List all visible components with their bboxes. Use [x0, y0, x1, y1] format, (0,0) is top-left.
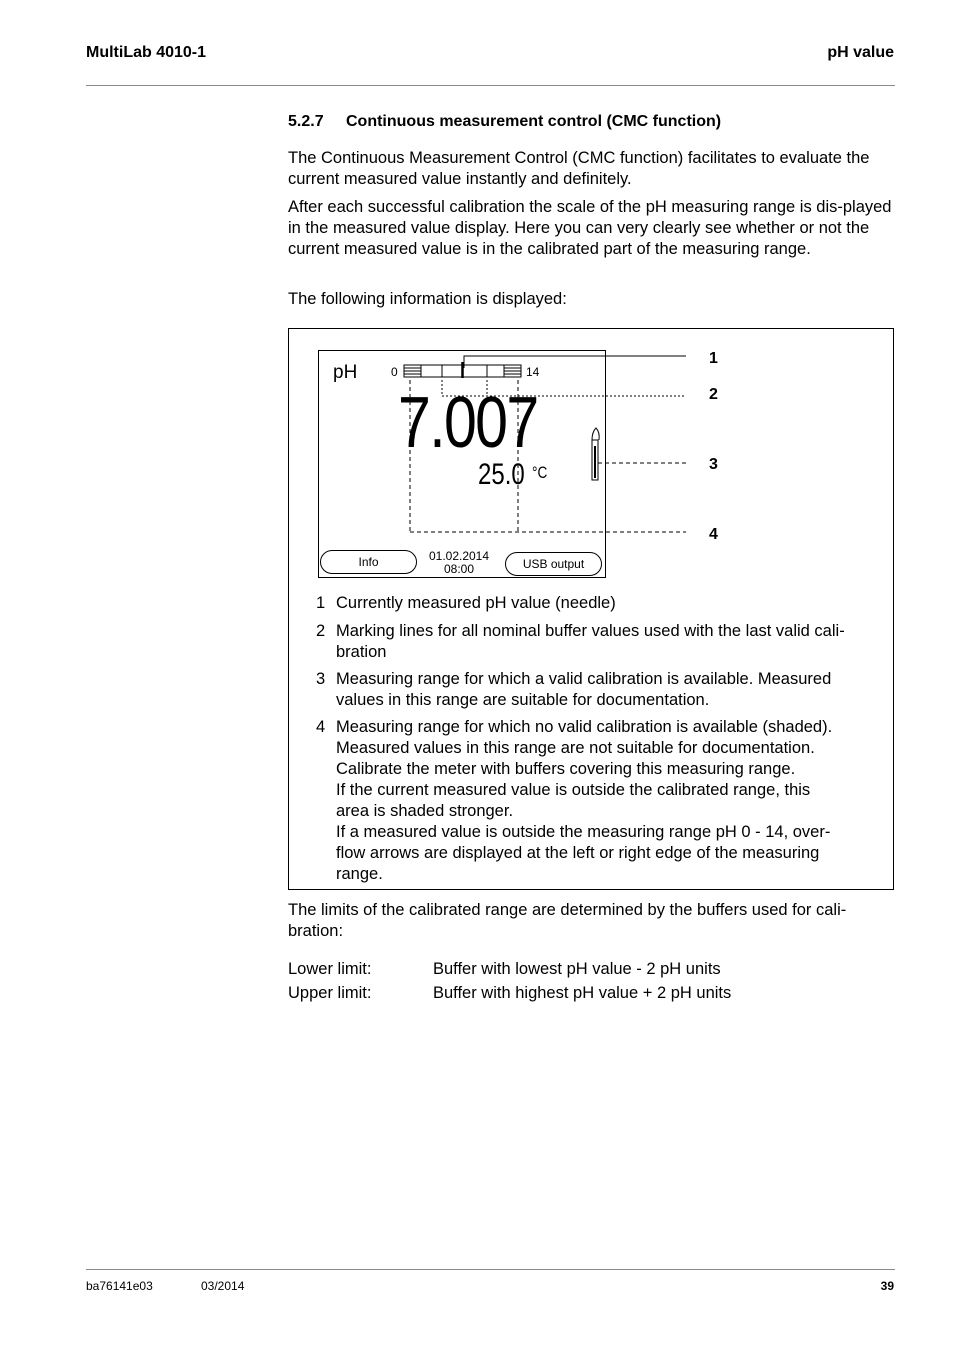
- paragraph-1: The Continuous Measurement Control (CMC function) facilitates to evaluate the current measured value instantly and definitely.: [288, 149, 870, 188]
- paragraph-3: The following information is displayed:: [288, 290, 567, 308]
- header-doc-title: MultiLab 4010-1: [86, 44, 207, 61]
- paragraph-2: After each successful calibration the scale of the pH measuring range is dis-played in the measured value display. Here you can very clearly see whether or not the current measured value is in the calibrated part of the measuring range.: [288, 198, 892, 258]
- buffer-marking-lines: [442, 380, 686, 396]
- footer-rule: [86, 1269, 895, 1270]
- footer-doc-number: ba76141e03: [86, 1279, 153, 1293]
- temperature-unit: °C: [532, 463, 548, 482]
- usb-output-button[interactable]: USB output: [505, 552, 602, 576]
- footer-date: 03/2014: [201, 1279, 245, 1293]
- date-label: 01.02.2014: [428, 549, 490, 563]
- lower-limit-value: Buffer with lowest pH value - 2 pH units: [433, 960, 721, 978]
- upper-limit-value: Buffer with highest pH value + 2 pH units: [433, 984, 732, 1002]
- section-number: 5.2.7: [288, 113, 324, 130]
- callout-1: 1: [709, 350, 718, 367]
- limits-intro: The limits of the calibrated range are determined by the buffers used for cali-bration:: [288, 901, 847, 940]
- scale-max-label: 14: [526, 365, 540, 379]
- callout-4: 4: [709, 526, 718, 543]
- info-button[interactable]: Info: [320, 550, 417, 574]
- callout-3: 3: [709, 456, 718, 473]
- lower-limit-label: Lower limit:: [288, 960, 372, 978]
- measured-value: 7.007: [398, 383, 538, 463]
- section-title: Continuous measurement control (CMC function): [346, 113, 722, 130]
- callout-2: 2: [709, 386, 718, 403]
- page-number: 39: [880, 1279, 894, 1293]
- time-label: 08:00: [443, 562, 475, 576]
- datetime-display: [424, 550, 494, 576]
- param-label: pH: [333, 362, 358, 383]
- temperature-value: 25.0: [478, 458, 525, 491]
- scale-min-label: 0: [391, 365, 398, 379]
- upper-limit-label: Upper limit:: [288, 984, 372, 1002]
- electrode-icon: [592, 428, 599, 480]
- range-lines: [410, 380, 686, 532]
- header-chapter: pH value: [827, 44, 894, 61]
